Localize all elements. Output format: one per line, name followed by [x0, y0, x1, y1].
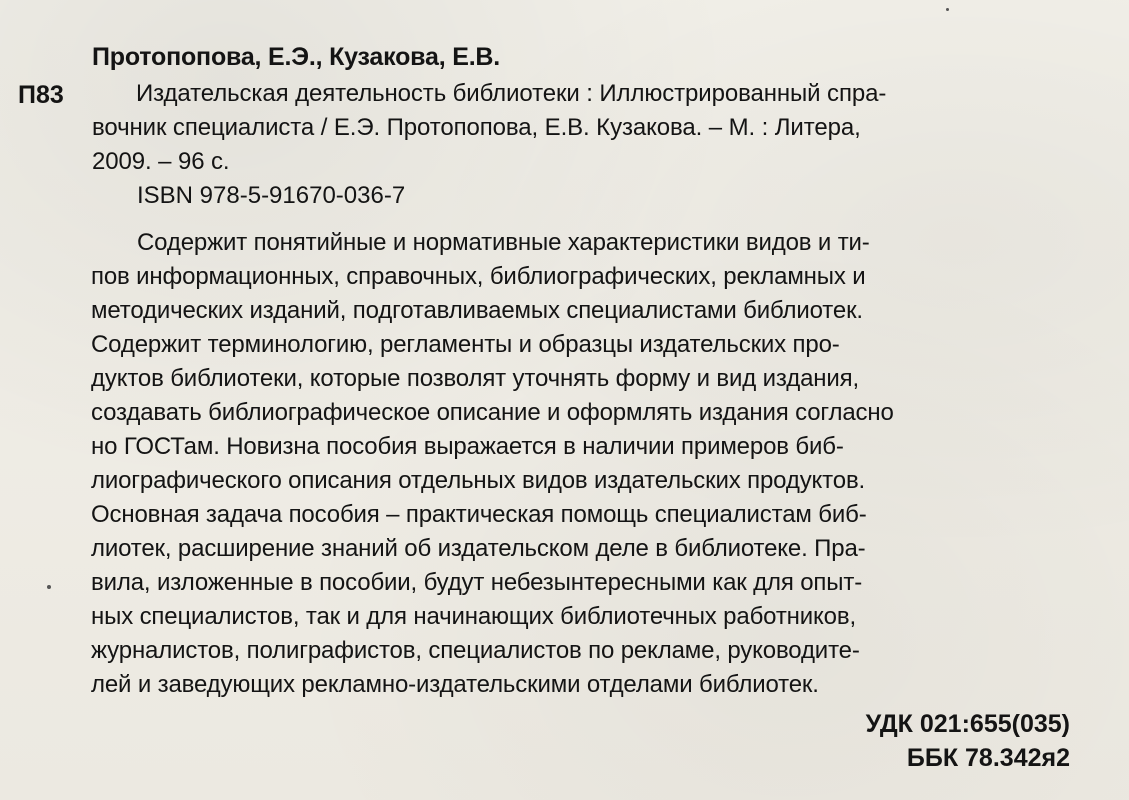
scan-speck: [47, 585, 51, 589]
abstract-line: создавать библиографическое описание и оформлять издания согласно: [91, 399, 894, 426]
title-line: 2009. – 96 с.: [92, 148, 230, 175]
abstract-line: методических изданий, подготавливаемых специалистами библиотек.: [91, 297, 863, 324]
title-line: вочник специалиста / Е.Э. Протопопова, Е.В. Кузакова. – М. : Литера,: [92, 114, 861, 141]
abstract-line: Содержит терминологию, регламенты и образцы издательских про-: [91, 331, 840, 358]
abstract-line: дуктов библиотеки, которые позволят уточнять форму и вид издания,: [91, 365, 859, 392]
abstract-line: лей и заведующих рекламно-издательскими отделами библиотек.: [91, 671, 819, 698]
abstract-line: ных специалистов, так и для начинающих библиотечных работников,: [91, 603, 856, 630]
abstract: [91, 226, 1081, 702]
isbn-line: ISBN 978-5-91670-036-7: [137, 182, 406, 209]
author-index-code: П83: [18, 81, 64, 109]
bbk-code: ББК 78.342я2: [906, 744, 1070, 772]
abstract-line: но ГОСТам. Новизна пособия выражается в наличии примеров биб-: [91, 433, 844, 460]
abstract-line: Основная задача пособия – практическая помощь специалистам биб-: [91, 501, 867, 528]
udk-code: УДК 021:655(035): [865, 710, 1070, 738]
scan-speck: [946, 8, 949, 11]
abstract-line: лиотек, расширение знаний об издательском деле в библиотеке. Пра-: [91, 535, 866, 562]
author-line: Протопопова, Е.Э., Кузакова, Е.В.: [92, 43, 501, 71]
abstract-line: журналистов, полиграфистов, специалистов по рекламе, руководите-: [91, 637, 860, 664]
abstract-line: Содержит понятийные и нормативные характеристики видов и ти-: [137, 229, 870, 256]
title-line: Издательская деятельность библиотеки : Иллюстрированный спра-: [136, 80, 887, 107]
abstract-line: пов информационных, справочных, библиографических, рекламных и: [91, 263, 866, 290]
abstract-line: лиографического описания отдельных видов издательских продуктов.: [91, 467, 866, 494]
abstract-line: вила, изложенные в пособии, будут небезынтересными как для опыт-: [91, 569, 863, 596]
